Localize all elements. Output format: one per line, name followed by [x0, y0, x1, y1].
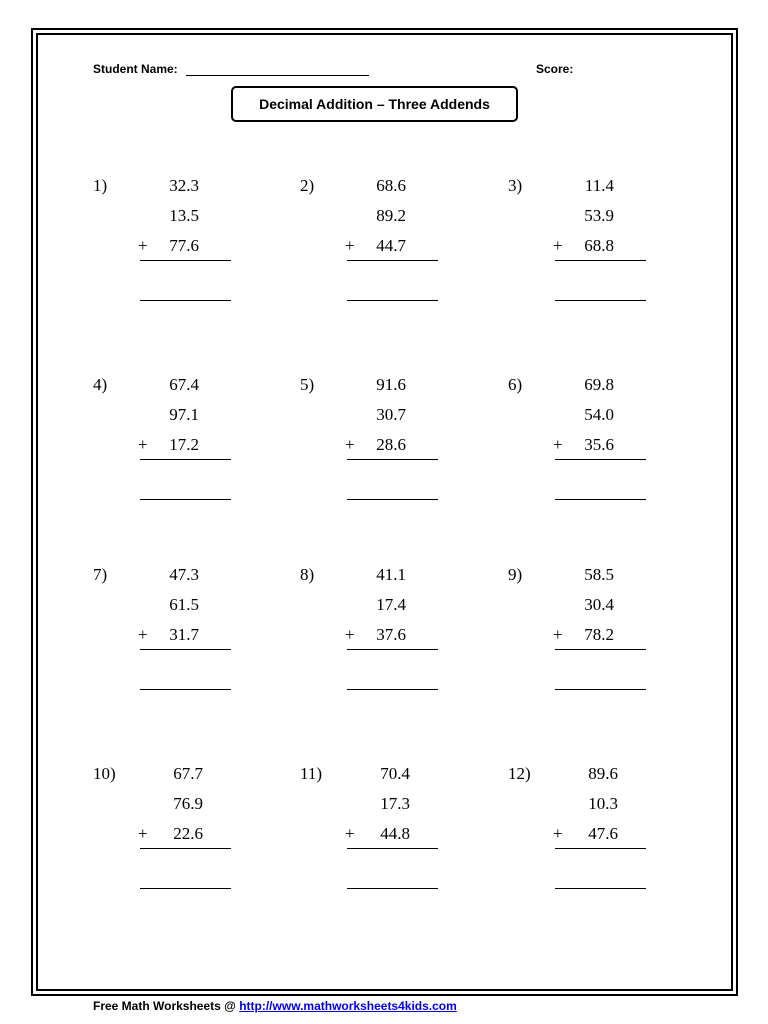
addend-2: 30.7 [376, 405, 406, 424]
addend-1: 69.8 [584, 375, 614, 394]
answer-line[interactable] [140, 888, 231, 889]
addend-3: 37.6 [376, 625, 406, 644]
sum-line [140, 260, 231, 261]
addend-3: 77.6 [169, 236, 199, 255]
plus-sign: + [138, 625, 148, 644]
addend-1: 91.6 [376, 375, 406, 394]
addend-3: 68.8 [584, 236, 614, 255]
addend-3: 44.8 [380, 824, 410, 843]
problem-number: 7) [93, 565, 108, 584]
addend-1: 89.6 [588, 764, 618, 783]
problem-6 [508, 375, 708, 515]
answer-line[interactable] [347, 300, 438, 301]
addend-1: 68.6 [376, 176, 406, 195]
problem-4 [93, 375, 293, 515]
plus-sign: + [345, 824, 355, 843]
addend-3: 35.6 [584, 435, 614, 454]
addend-1: 41.1 [376, 565, 406, 584]
sum-line [555, 649, 646, 650]
addend-1: 70.4 [380, 764, 410, 783]
student-name-line [186, 75, 369, 76]
plus-sign: + [553, 625, 563, 644]
footer [93, 999, 457, 1013]
addend-2: 13.5 [169, 206, 199, 225]
addend-2: 17.3 [380, 794, 410, 813]
sum-line [555, 260, 646, 261]
sum-line [140, 848, 231, 849]
plus-sign: + [553, 435, 563, 454]
problem-number: 12) [508, 764, 531, 783]
addend-3: 28.6 [376, 435, 406, 454]
answer-line[interactable] [555, 300, 646, 301]
answer-line[interactable] [140, 499, 231, 500]
answer-line[interactable] [347, 888, 438, 889]
problem-5 [300, 375, 500, 515]
problem-number: 3) [508, 176, 523, 195]
addend-1: 67.4 [169, 375, 199, 394]
problem-1 [93, 176, 293, 316]
addend-3: 17.2 [169, 435, 199, 454]
addend-1: 67.7 [173, 764, 203, 783]
addend-1: 11.4 [584, 176, 614, 195]
sum-line [555, 848, 646, 849]
problem-9 [508, 565, 708, 705]
addend-1: 58.5 [584, 565, 614, 584]
plus-sign: + [138, 824, 148, 843]
addend-3: 44.7 [376, 236, 406, 255]
sum-line [140, 459, 231, 460]
plus-sign: + [345, 435, 355, 454]
problem-11 [300, 764, 500, 904]
answer-line[interactable] [140, 300, 231, 301]
addend-1: 32.3 [169, 176, 199, 195]
problem-number: 9) [508, 565, 523, 584]
addend-2: 30.4 [584, 595, 614, 614]
answer-line[interactable] [347, 689, 438, 690]
addend-2: 97.1 [169, 405, 199, 424]
problem-number: 6) [508, 375, 523, 394]
addend-3: 78.2 [584, 625, 614, 644]
addend-1: 47.3 [169, 565, 199, 584]
plus-sign: + [553, 236, 563, 255]
addend-2: 61.5 [169, 595, 199, 614]
footer-label: Free Math Worksheets @ [93, 999, 236, 1013]
sum-line [347, 649, 438, 650]
addend-3: 47.6 [588, 824, 618, 843]
problem-8 [300, 565, 500, 705]
answer-line[interactable] [140, 689, 231, 690]
answer-line[interactable] [555, 499, 646, 500]
addend-2: 89.2 [376, 206, 406, 225]
answer-line[interactable] [347, 499, 438, 500]
addend-3: 31.7 [169, 625, 199, 644]
problem-number: 10) [93, 764, 116, 783]
problem-2 [300, 176, 500, 316]
answer-line[interactable] [555, 689, 646, 690]
addend-2: 76.9 [173, 794, 203, 813]
addend-2: 54.0 [584, 405, 614, 424]
problem-number: 8) [300, 565, 315, 584]
sum-line [347, 459, 438, 460]
plus-sign: + [138, 435, 148, 454]
problem-number: 1) [93, 176, 108, 195]
sum-line [140, 649, 231, 650]
sum-line [347, 260, 438, 261]
worksheet-title [231, 86, 518, 122]
footer-link[interactable]: http://www.mathworksheets4kids.com [239, 999, 457, 1013]
sum-line [555, 459, 646, 460]
plus-sign: + [553, 824, 563, 843]
addend-2: 17.4 [376, 595, 406, 614]
sum-line [347, 848, 438, 849]
problem-number: 11) [300, 764, 323, 783]
problem-10 [93, 764, 293, 904]
plus-sign: + [345, 236, 355, 255]
problem-3 [508, 176, 708, 316]
plus-sign: + [345, 625, 355, 644]
problem-number: 4) [93, 375, 108, 394]
problem-number: 5) [300, 375, 315, 394]
problem-number: 2) [300, 176, 315, 195]
addend-2: 10.3 [588, 794, 618, 813]
problem-12 [508, 764, 708, 904]
addend-3: 22.6 [173, 824, 203, 843]
answer-line[interactable] [555, 888, 646, 889]
worksheet-title-text: Decimal Addition – Three Addends [259, 96, 490, 112]
score-label: Score: [536, 62, 574, 76]
problem-7 [93, 565, 293, 705]
student-name-label: Student Name: [93, 62, 178, 76]
plus-sign: + [138, 236, 148, 255]
addend-2: 53.9 [584, 206, 614, 225]
